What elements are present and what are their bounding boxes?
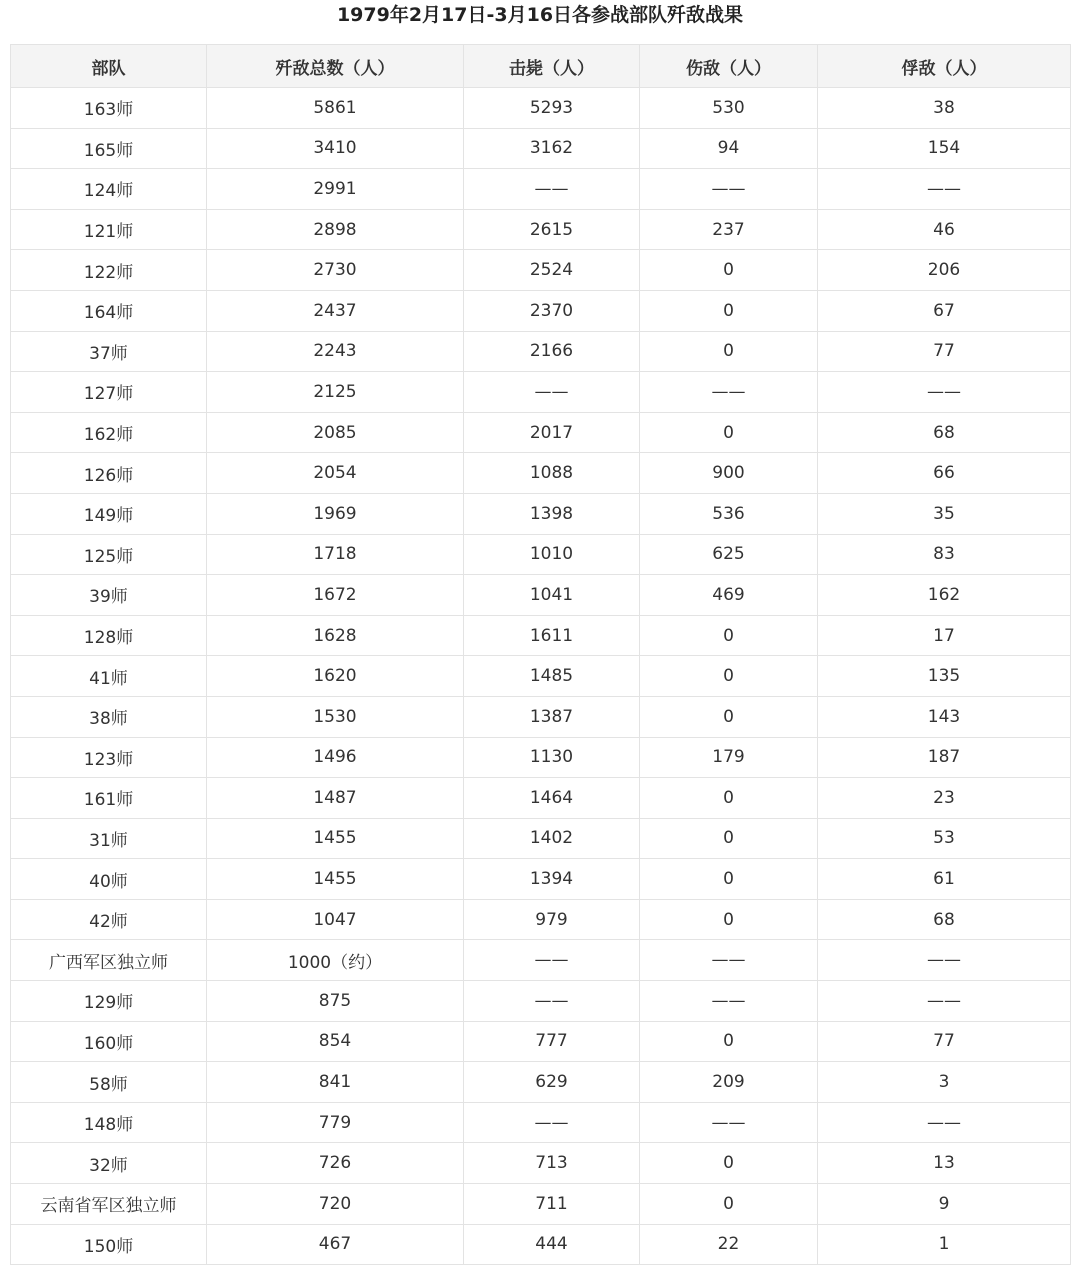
cell-total: 1496	[207, 737, 464, 778]
cell-captured: 1	[818, 1224, 1071, 1265]
cell-killed: 2370	[464, 290, 640, 331]
cell-wounded: ——	[640, 981, 818, 1022]
table-row	[11, 250, 1071, 291]
cell-total: 1487	[207, 778, 464, 819]
cell-killed: 711	[464, 1184, 640, 1225]
cell-unit: 38师	[11, 696, 207, 737]
table-row	[11, 656, 1071, 697]
cell-wounded: 0	[640, 331, 818, 372]
table-row	[11, 1021, 1071, 1062]
cell-total: 2991	[207, 169, 464, 210]
cell-total: 467	[207, 1224, 464, 1265]
header-unit: 部队	[11, 45, 207, 88]
cell-wounded: 237	[640, 209, 818, 250]
cell-unit: 58师	[11, 1062, 207, 1103]
cell-unit: 广西军区独立师	[11, 940, 207, 981]
cell-killed: 5293	[464, 88, 640, 129]
cell-total: 2437	[207, 290, 464, 331]
cell-killed: 713	[464, 1143, 640, 1184]
table-row	[11, 534, 1071, 575]
cell-captured: ——	[818, 940, 1071, 981]
cell-total: 841	[207, 1062, 464, 1103]
cell-killed: 979	[464, 899, 640, 940]
cell-wounded: 22	[640, 1224, 818, 1265]
cell-killed: ——	[464, 169, 640, 210]
cell-total: 2730	[207, 250, 464, 291]
cell-killed: ——	[464, 940, 640, 981]
cell-unit: 41师	[11, 656, 207, 697]
cell-killed: 1010	[464, 534, 640, 575]
table-row	[11, 169, 1071, 210]
table-body	[11, 88, 1071, 1265]
cell-wounded: 530	[640, 88, 818, 129]
cell-captured: 53	[818, 818, 1071, 859]
cell-killed: 1041	[464, 575, 640, 616]
cell-total: 854	[207, 1021, 464, 1062]
cell-captured: ——	[818, 981, 1071, 1022]
cell-killed: 2524	[464, 250, 640, 291]
cell-unit: 162师	[11, 412, 207, 453]
cell-killed: 2615	[464, 209, 640, 250]
cell-captured: ——	[818, 169, 1071, 210]
cell-total: 1672	[207, 575, 464, 616]
cell-captured: 38	[818, 88, 1071, 129]
table-row	[11, 209, 1071, 250]
table-row	[11, 818, 1071, 859]
cell-killed: ——	[464, 372, 640, 413]
cell-captured: 23	[818, 778, 1071, 819]
table-row	[11, 331, 1071, 372]
cell-wounded: ——	[640, 940, 818, 981]
cell-killed: 1387	[464, 696, 640, 737]
cell-wounded: 0	[640, 1143, 818, 1184]
cell-wounded: 536	[640, 493, 818, 534]
cell-killed: 1088	[464, 453, 640, 494]
cell-captured: 187	[818, 737, 1071, 778]
cell-captured: 9	[818, 1184, 1071, 1225]
cell-wounded: 0	[640, 778, 818, 819]
cell-killed: 1394	[464, 859, 640, 900]
cell-unit: 150师	[11, 1224, 207, 1265]
table-row	[11, 1143, 1071, 1184]
cell-unit: 123师	[11, 737, 207, 778]
table-row	[11, 493, 1071, 534]
cell-wounded: 0	[640, 1184, 818, 1225]
cell-unit: 165师	[11, 128, 207, 169]
cell-captured: 206	[818, 250, 1071, 291]
table-row	[11, 453, 1071, 494]
cell-wounded: 0	[640, 1021, 818, 1062]
cell-captured: 162	[818, 575, 1071, 616]
cell-captured: ——	[818, 1102, 1071, 1143]
cell-killed: 629	[464, 1062, 640, 1103]
cell-killed: 1464	[464, 778, 640, 819]
cell-wounded: 0	[640, 859, 818, 900]
cell-unit: 148师	[11, 1102, 207, 1143]
cell-killed: 1130	[464, 737, 640, 778]
table-row	[11, 696, 1071, 737]
cell-killed: ——	[464, 1102, 640, 1143]
cell-wounded: ——	[640, 372, 818, 413]
cell-wounded: 94	[640, 128, 818, 169]
cell-captured: 77	[818, 331, 1071, 372]
cell-captured: 3	[818, 1062, 1071, 1103]
cell-unit: 云南省军区独立师	[11, 1184, 207, 1225]
cell-captured: 46	[818, 209, 1071, 250]
cell-killed: 2166	[464, 331, 640, 372]
cell-killed: 1402	[464, 818, 640, 859]
table-row	[11, 737, 1071, 778]
cell-captured: 77	[818, 1021, 1071, 1062]
cell-killed: 444	[464, 1224, 640, 1265]
cell-unit: 31师	[11, 818, 207, 859]
cell-unit: 40师	[11, 859, 207, 900]
table-row	[11, 575, 1071, 616]
cell-unit: 161师	[11, 778, 207, 819]
cell-wounded: 179	[640, 737, 818, 778]
cell-captured: ——	[818, 372, 1071, 413]
cell-captured: 66	[818, 453, 1071, 494]
cell-total: 2054	[207, 453, 464, 494]
cell-unit: 42师	[11, 899, 207, 940]
table-row	[11, 940, 1071, 981]
cell-wounded: 0	[640, 818, 818, 859]
cell-unit: 129师	[11, 981, 207, 1022]
cell-wounded: 0	[640, 412, 818, 453]
cell-total: 779	[207, 1102, 464, 1143]
cell-wounded: ——	[640, 169, 818, 210]
cell-captured: 68	[818, 412, 1071, 453]
table-row	[11, 981, 1071, 1022]
cell-captured: 13	[818, 1143, 1071, 1184]
cell-killed: 1485	[464, 656, 640, 697]
cell-captured: 67	[818, 290, 1071, 331]
table-row	[11, 1102, 1071, 1143]
table-row	[11, 1224, 1071, 1265]
cell-total: 3410	[207, 128, 464, 169]
cell-unit: 126师	[11, 453, 207, 494]
cell-wounded: 625	[640, 534, 818, 575]
header-total: 歼敌总数（人）	[207, 45, 464, 88]
cell-wounded: 0	[640, 250, 818, 291]
cell-captured: 135	[818, 656, 1071, 697]
cell-captured: 143	[818, 696, 1071, 737]
cell-wounded: 469	[640, 575, 818, 616]
cell-unit: 122师	[11, 250, 207, 291]
cell-total: 726	[207, 1143, 464, 1184]
table-row	[11, 128, 1071, 169]
cell-wounded: 0	[640, 899, 818, 940]
cell-total: 1718	[207, 534, 464, 575]
cell-total: 1530	[207, 696, 464, 737]
cell-unit: 127师	[11, 372, 207, 413]
table-row	[11, 859, 1071, 900]
cell-wounded: 900	[640, 453, 818, 494]
table-row	[11, 899, 1071, 940]
cell-total: 720	[207, 1184, 464, 1225]
cell-captured: 154	[818, 128, 1071, 169]
cell-total: 1047	[207, 899, 464, 940]
table-row	[11, 778, 1071, 819]
cell-killed: 777	[464, 1021, 640, 1062]
table-row	[11, 615, 1071, 656]
table-row	[11, 1062, 1071, 1103]
cell-wounded: 0	[640, 615, 818, 656]
page-title: 1979年2月17日-3月16日各参战部队歼敌战果	[336, 4, 744, 26]
cell-total: 1455	[207, 859, 464, 900]
cell-total: 5861	[207, 88, 464, 129]
cell-total: 1969	[207, 493, 464, 534]
cell-unit: 149师	[11, 493, 207, 534]
cell-total: 1628	[207, 615, 464, 656]
cell-unit: 121师	[11, 209, 207, 250]
table-row	[11, 412, 1071, 453]
cell-captured: 17	[818, 615, 1071, 656]
table-row	[11, 290, 1071, 331]
cell-unit: 128师	[11, 615, 207, 656]
header-killed: 击毙（人）	[464, 45, 640, 88]
cell-unit: 32师	[11, 1143, 207, 1184]
cell-captured: 68	[818, 899, 1071, 940]
cell-total: 1455	[207, 818, 464, 859]
cell-wounded: 209	[640, 1062, 818, 1103]
cell-killed: 2017	[464, 412, 640, 453]
cell-total: 2243	[207, 331, 464, 372]
cell-unit: 37师	[11, 331, 207, 372]
cell-total: 1620	[207, 656, 464, 697]
cell-total: 1000（约）	[207, 940, 464, 981]
cell-killed: 1398	[464, 493, 640, 534]
cell-total: 2085	[207, 412, 464, 453]
cell-unit: 163师	[11, 88, 207, 129]
cell-killed: 1611	[464, 615, 640, 656]
cell-killed: ——	[464, 981, 640, 1022]
cell-unit: 39师	[11, 575, 207, 616]
cell-unit: 125师	[11, 534, 207, 575]
cell-total: 2125	[207, 372, 464, 413]
cell-captured: 35	[818, 493, 1071, 534]
cell-captured: 61	[818, 859, 1071, 900]
cell-wounded: 0	[640, 290, 818, 331]
cell-wounded: 0	[640, 696, 818, 737]
table-row	[11, 88, 1071, 129]
cell-total: 2898	[207, 209, 464, 250]
header-row	[11, 45, 1071, 88]
cell-unit: 164师	[11, 290, 207, 331]
cell-total: 875	[207, 981, 464, 1022]
cell-unit: 124师	[11, 169, 207, 210]
cell-wounded: ——	[640, 1102, 818, 1143]
table-header	[11, 45, 1071, 88]
table-row	[11, 1184, 1071, 1225]
cell-killed: 3162	[464, 128, 640, 169]
cell-captured: 83	[818, 534, 1071, 575]
cell-wounded: 0	[640, 656, 818, 697]
table-row	[11, 372, 1071, 413]
cell-unit: 160师	[11, 1021, 207, 1062]
header-wounded: 伤敌（人）	[640, 45, 818, 88]
header-captured: 俘敌（人）	[818, 45, 1071, 88]
results-table	[10, 44, 1071, 1265]
